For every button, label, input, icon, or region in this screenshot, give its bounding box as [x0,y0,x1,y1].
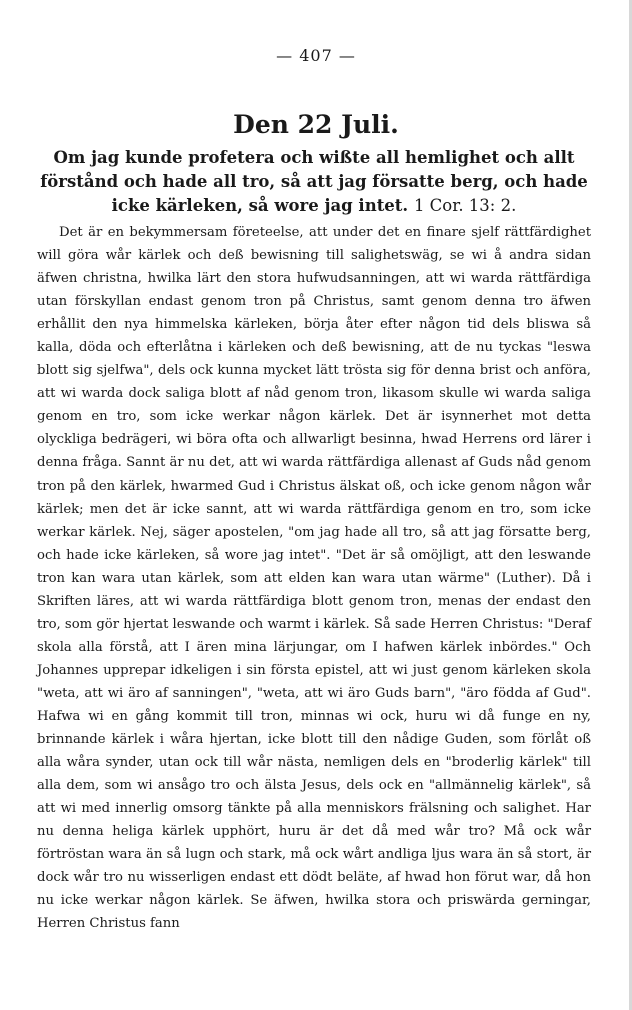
verse-text: Om jag kunde profetera och wißte all hemlighet och allt förstånd och hade all tro, så att jag försatte berg, och hade icke kärleken, så wore jag intet. [40,148,588,215]
page-title: Den 22 Juli. [233,110,399,139]
verse-quote [34,146,594,218]
body-paragraph: Det är en bekymmersam företeelse, att under det en finare sjelf rättfärdighet will göra wår kärlek och deß bewisning till salighetswäg, se wi å andra sidan äfwen christna, hwilka lärt den stora hufwudsanningen, att wi warda rättfärdiga utan förskyllan endast genom tron på Christus, samt genom denna tro äfwen erhållit den nya himmelska kärleken, börja åter efter någon tid dels bliswa så kalla, döda och efterlåtna i kärleken och deß bewisning, att de nu tyckas "leswa blott sig sjelfwa", dels ock kunna mycket lätt tröstа sig för denna brist och anföra, att wi warda dock saliga blott af nåd genom tron, likasom skulle wi warda saliga genom en tro, som icke werkar någon kärlek. Det är isynnerhet mot detta olyckliga bedrägeri, wi böra ofta och allwarligt besinna, hwad Herrens ord lärer i denna fråga. Sannt är nu det, att wi warda rättfärdiga allenast af Guds nåd genom tron på den kärlek, hwarmed Gud i Christus älskat oß, och icke genom någon wår kärlek; men det är icke sannt, att wi warda rättfärdiga genom en tro, som icke werkar kärlek. Nej, säger apostelen, "om jag hade all tro, så att jag försatte berg, och hade icke kärleken, så wore jag intet". "Det är så omöjligt, att den leswande tron kan wara utan kärlek, som att elden kan wara utan wärme" (Luther). Då i Skriften läres, att wi warda rättfärdiga blott genom tron, menas der endast den tro, som gör hjertat leswande och warmt i kärlek. Så sade Herren Christus: "Deraf skola alla förstå, att I ären mina lärjungar, om I hafwen kärlek inbördes." Och Johannes upprepar idkeligen i sin första epistel, att wi just genom kärleken skola "weta, att wi äro af sanningen", "weta, att wi äro Guds barn", "äro födda af Gud". Hafwa wi en gång kommit till tron, minnas wi ock, huru wi då funge en ny, brinnande kärlek i wåra hjertan, icke blott till den nådige Guden, som förlåt oß alla wåra synder, utan ock till wår nästa, nemligen dels en "broderlig kärlek" till alla dem, som wi ansågo tro och älsta Jesus, dels ock en "allmännelig kärlek", så att wi med innerlig omsorg tänkte på alla menniskors frälsning och salighet. Har nu denna heliga kärlek upphört, huru är det då med wår tro? Må ock wår förtröstan wara än så lugn och stark, må ock wårt andliga ljus wara än så stort, är dock wår tro nu wisserligen endast ett dödt beläte, af hwad hon förut war, då hon nu icke werkar någon kärlek. Se äfwen, hwilka stora och priswärda gerningar, Herren Christus fann [37,225,591,932]
page-number: — 407 — [276,46,356,65]
verse-reference: 1 Cor. 13: 2. [413,196,517,215]
